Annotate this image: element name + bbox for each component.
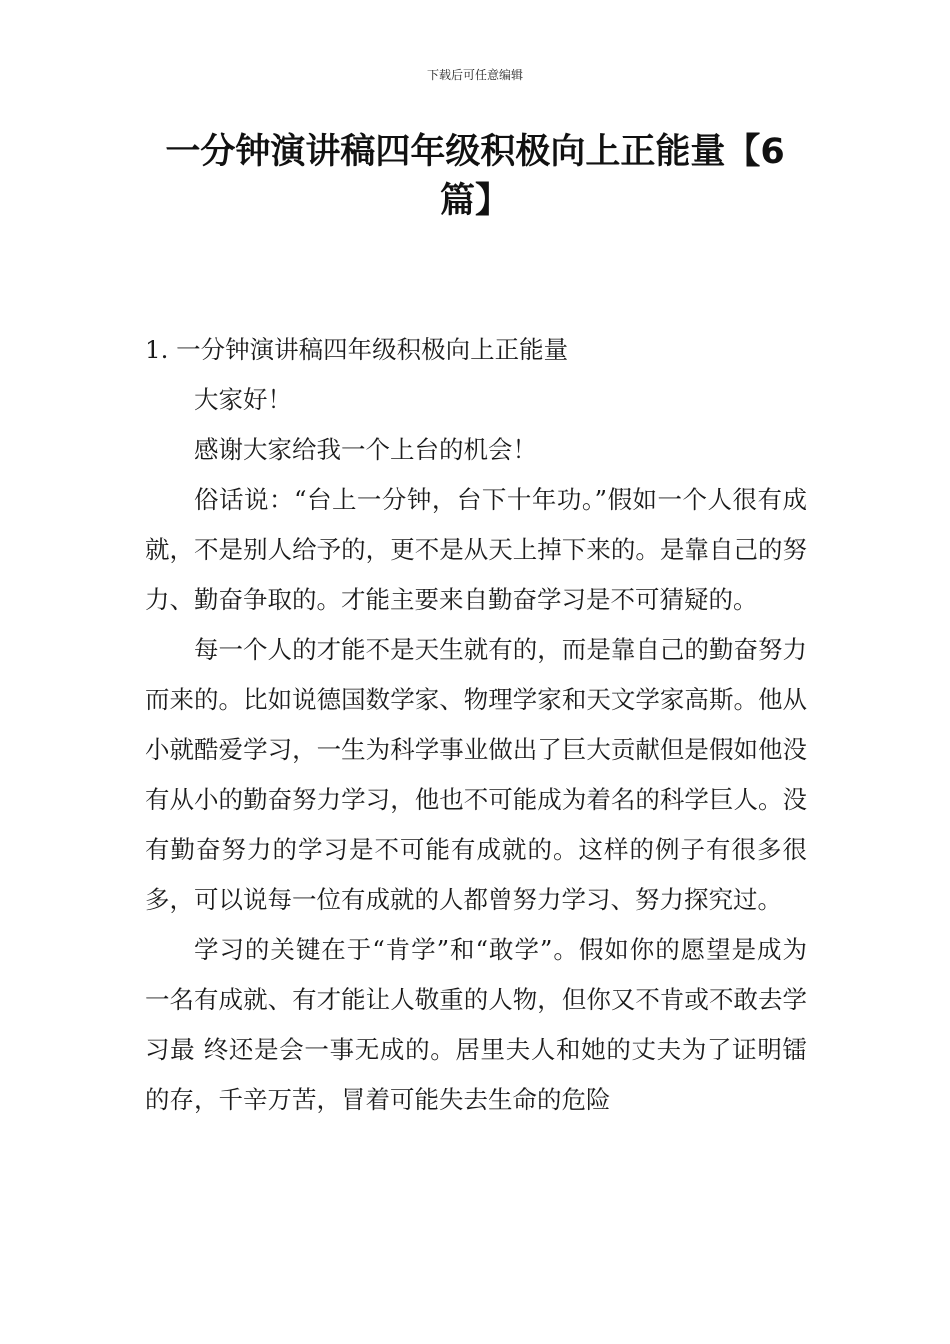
document-body <box>145 325 807 1125</box>
paragraph-greeting: 大家好！ <box>194 385 292 414</box>
paragraph: 学习的关键在于“肯学”和“敢学”。假如你的愿望是成为一名有成就、有才能让人敬重的人物，但你又不肯或不敢去学习最 终还是会一事无成的。居里夫人和她的丈夫为了证明镭的存，千辛万苦，冒着可能失去生命的危险 <box>145 935 807 1114</box>
paragraph: 俗话说：“台上一分钟，台下十年功。”假如一个人很有成就，不是别人给予的，更不是从天上掉下来的。是靠自己的努力、勤奋争取的。才能主要来自勤奋学习是不可猜疑的。 <box>145 485 807 614</box>
paragraph: 每一个人的才能不是天生就有的，而是靠自己的勤奋努力而来的。比如说德国数学家、物理学家和天文学家高斯。他从小就酷爱学习，一生为科学事业做出了巨大贡献但是假如他没有从小的勤奋努力学习，他也不可能成为着名的科学巨人。没有勤奋努力的学习是不可能有成就的。这样的例子有很多很多，可以说每一位有成就的人都曾努力学习、努力探究过。 <box>145 635 807 914</box>
header-note: 下载后可任意编辑 <box>426 68 523 82</box>
section-heading: 1. 一分钟演讲稿四年级积极向上正能量 <box>145 335 569 364</box>
paragraph-thanks: 感谢大家给我一个上台的机会！ <box>194 435 537 464</box>
document-title: 一分钟演讲稿四年级积极向上正能量【6篇】 <box>165 132 785 221</box>
